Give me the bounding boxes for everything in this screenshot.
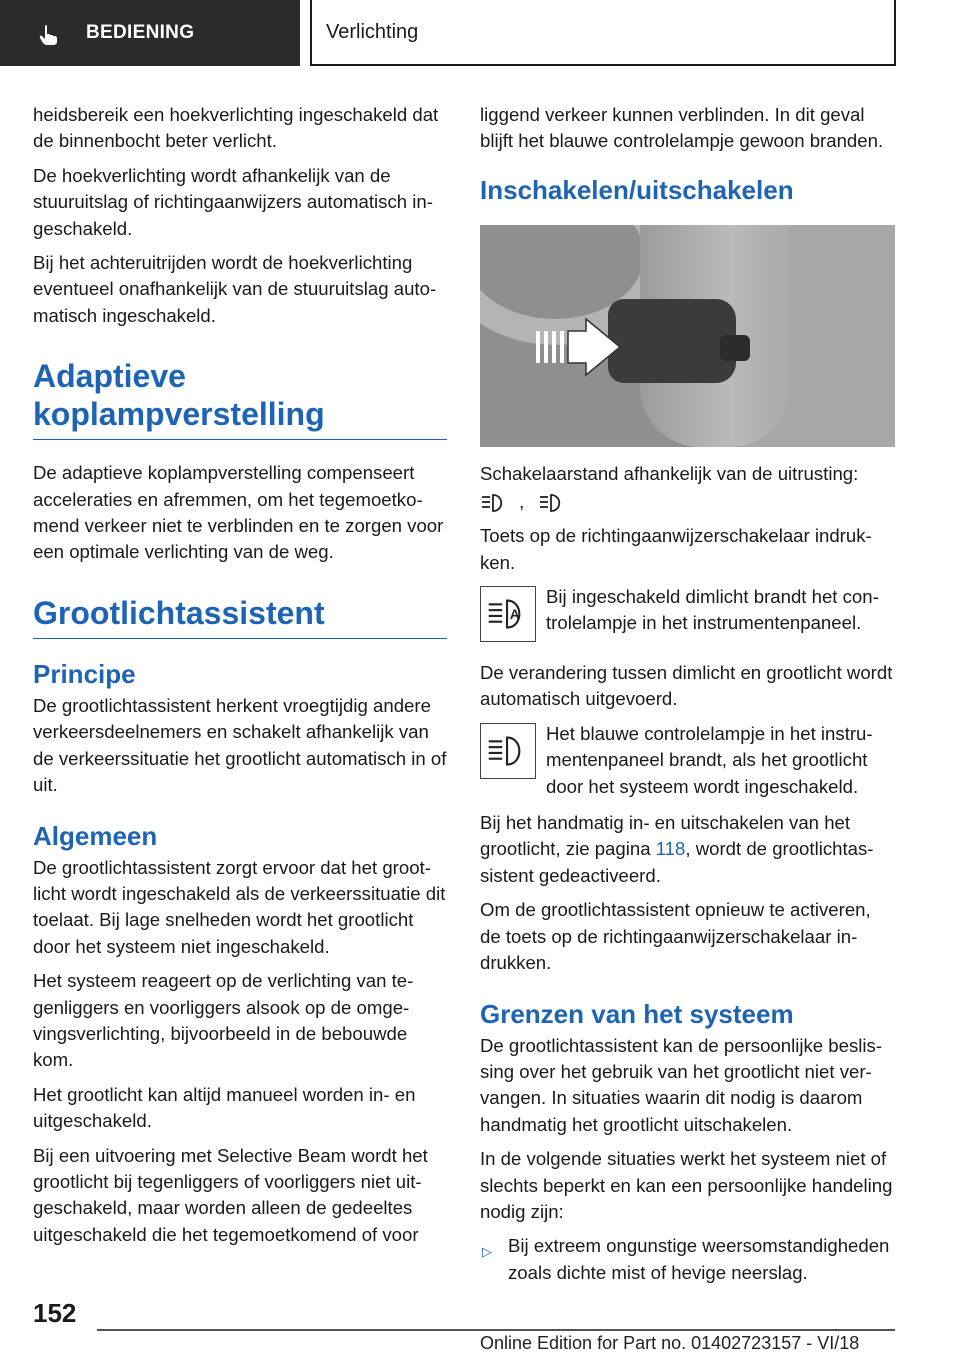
high-beam-icon: [538, 492, 564, 514]
footer-rule: [97, 1329, 895, 1331]
paragraph: Om de grootlichtassistent opnieuw te activeren, de toets op de richtingaanwijzerschakelaar indrukken.: [480, 899, 871, 974]
turn-signal-lever-photo: [480, 225, 895, 447]
list-item: [480, 1233, 895, 1286]
lever-shape: [608, 299, 736, 383]
paragraph: De grootlichtassistent kan de persoonlijke beslissing over het gebruik van het grootlicht niet vervangen. In situaties waarin dit nodig is daarom handmatig het grootlicht uitschakelen.: [480, 1034, 883, 1135]
hand-pointer-icon: [38, 24, 60, 46]
paragraph: Bij ingeschakeld dimlicht brandt het controlelampje in het instrumentenpaneel.: [546, 586, 879, 634]
lever-tip-shape: [720, 335, 750, 361]
chapter-tab: [310, 0, 896, 66]
heading-algemeen: Algemeen: [33, 820, 158, 851]
left-column: [33, 102, 447, 1256]
paragraph: De verandering tussen dimlicht en grootlicht wordt automatisch uitgevoerd.: [480, 662, 893, 710]
switch-position-icons: [480, 489, 895, 515]
page-number: 152: [33, 1298, 77, 1328]
paragraph: In de volgende situaties werkt het systeem niet of slechts beperkt en kan een persoonlijke handeling nodig zijn:: [480, 1148, 893, 1222]
paragraph: Het systeem reageert op de verlichting van tegenliggers en voorliggers alsook op de omgevingsverlichting, bijvoorbeeld in de bebouwde kom.: [33, 970, 414, 1071]
paragraph-with-link: [480, 810, 895, 889]
high-beam-indicator-icon: [480, 723, 536, 779]
high-beam-assistant-icon: [480, 586, 536, 642]
paragraph: Bij een uitvoering met Selective Beam wordt het grootlicht bij tegenliggers of voorliggers niet uitgeschakeld, maar worden alleen de gedeeltes uitgeschakeld die het tegemoetkomend of voor: [33, 1144, 428, 1245]
paragraph: liggend verkeer kunnen verblinden. In dit geval blijft het blauwe controlelampje gewoon branden.: [480, 104, 884, 152]
text-span: , wordt de grootlichtassistent gedeactiveerd.: [480, 838, 874, 886]
heading-inschakelen-uitschakelen: Inschakelen/uitschakelen: [480, 174, 794, 205]
page-header: [0, 0, 960, 66]
indicator-note-grootlicht: [480, 721, 895, 800]
right-column: [480, 102, 895, 1294]
paragraph: De adaptieve koplampverstelling compenseert acceleraties en afremmen, om het tegemoetkomend verkeer niet te verblinden en te zorgen voor een optimale verlichting van de weg.: [33, 462, 444, 563]
chapter-label: Verlichting: [326, 20, 419, 43]
svg-text:A: A: [509, 606, 520, 622]
paragraph: Bij het achteruitrijden wordt de hoekverlichting eventueel onafhankelijk van de stuuruitslag automatisch ingeschakeld.: [33, 252, 437, 326]
heading-grootlichtassistent: Grootlichtassistent: [33, 594, 447, 639]
page-link-118[interactable]: 118: [655, 838, 686, 860]
heading-adaptieve-koplampverstelling: Adaptieve koplampverstelling: [33, 358, 325, 433]
paragraph: De hoekverlichting wordt afhankelijk van de stuuruitslag of richtingaanwijzers automatisch ingeschakeld.: [33, 164, 433, 239]
heading-rule: [33, 439, 447, 440]
high-beam-auto-icon: [480, 492, 506, 514]
paragraph: De grootlichtassistent herkent vroegtijdig andere verkeersdeelnemers en schakelt afhankelijk van de verkeerssituatie het grootlicht automatisch in of uit.: [33, 694, 447, 796]
paragraph: Het grootlicht kan altijd manueel worden in- en uitgeschakeld.: [33, 1083, 416, 1132]
section-label: BEDIENING: [86, 22, 195, 43]
paragraph: heidsbereik een hoekverlichting ingeschakeld dat de binnenbocht beter verlicht.: [33, 104, 439, 152]
indicator-note-dimlicht: [480, 584, 895, 650]
triangle-bullet-icon: ▷: [482, 1244, 492, 1260]
paragraph: Schakelaarstand afhankelijk van de uitrusting:: [480, 462, 859, 484]
paragraph: Toets op de richtingaanwijzerschakelaar indrukken.: [480, 525, 872, 573]
paragraph: De grootlichtassistent zorgt ervoor dat het grootlicht wordt ingeschakeld als de verkeerssituatie dit toelaat. Bij lage snelheden wordt het grootlicht door het systeem niet ingeschakeld.: [33, 856, 446, 957]
edition-text: Online Edition for Part no. 01402723157 - VI/18: [480, 1333, 860, 1353]
bullet-text: Bij extreem ongunstige weersomstandigheden zoals dichte mist of hevige neerslag.: [508, 1235, 890, 1283]
text-span: Bij het handmatig in- en uitschakelen van het grootlicht, zie pagina: [480, 812, 851, 860]
heading-principe: Principe: [33, 658, 136, 689]
section-tab: [0, 0, 300, 66]
press-arrow-icon: [536, 317, 626, 377]
heading-grenzen-van-het-systeem: Grenzen van het systeem: [480, 998, 794, 1029]
icon-separator: ,: [519, 491, 525, 513]
paragraph: Het blauwe controlelampje in het instrumentenpaneel brandt, als het grootlicht door het systeem wordt ingeschakeld.: [546, 722, 873, 797]
